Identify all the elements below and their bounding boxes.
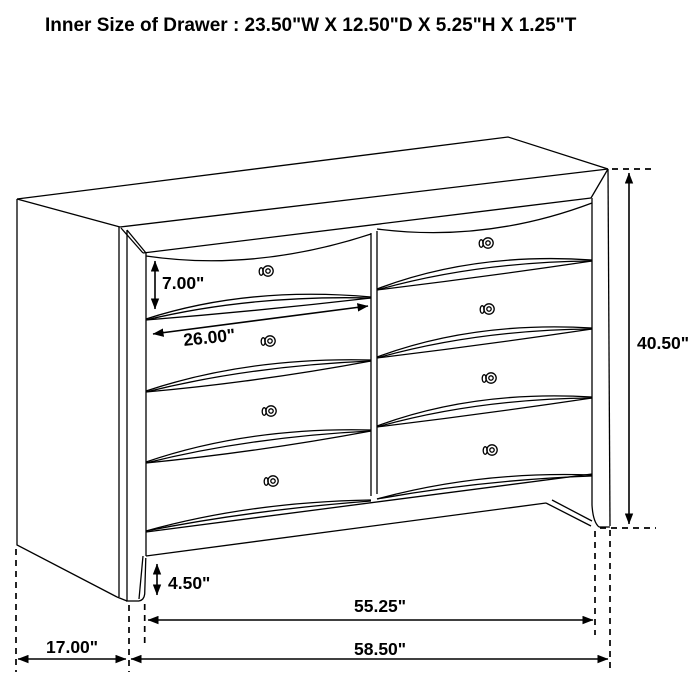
right-side-edge — [592, 169, 610, 527]
drawer-separator — [377, 396, 592, 427]
drawer-separator — [146, 430, 371, 463]
side-panel — [17, 199, 127, 601]
dim-base-clearance-label: 4.50" — [168, 573, 211, 593]
drawer-separator — [146, 360, 371, 392]
drawer-knob — [479, 238, 493, 248]
dim-depth-label: 17.00" — [46, 637, 99, 657]
dim-case-width — [148, 596, 593, 620]
extension-lines — [16, 530, 610, 672]
drawer-knob — [262, 406, 276, 416]
dim-overall-width-label: 58.50" — [354, 639, 407, 659]
drawer-knob — [264, 476, 278, 486]
page-title: Inner Size of Drawer : 23.50"W X 12.50"D X 5.25"H X 1.25"T — [45, 15, 577, 36]
drawer-knob — [482, 373, 496, 383]
dim-overall-width — [131, 639, 608, 659]
drawer-knob — [483, 445, 497, 455]
dim-overall-height — [600, 169, 689, 528]
dim-base-clearance — [157, 564, 210, 595]
left-foot — [126, 556, 146, 601]
drawer-top-curve — [377, 203, 592, 233]
dim-drawer-front-height-label: 7.00" — [162, 273, 205, 293]
drawer-knob — [261, 336, 275, 346]
drawer-knob — [480, 304, 494, 314]
drawer-separator — [377, 327, 592, 358]
dim-drawer-front-width — [153, 306, 368, 350]
dim-overall-height-label: 40.50" — [637, 333, 690, 353]
dim-case-width-label: 55.25" — [354, 596, 407, 616]
dim-drawer-front-height — [155, 261, 204, 309]
drawer-bottom-curve — [146, 500, 371, 531]
top-panel — [17, 137, 608, 253]
dim-drawer-front-width-label: 26.00" — [182, 324, 237, 350]
drawer-separator — [146, 294, 371, 320]
drawer-knob — [259, 266, 273, 276]
dim-depth — [18, 637, 126, 659]
drawer-top-curve — [146, 234, 371, 261]
drawer-separator — [377, 259, 592, 290]
